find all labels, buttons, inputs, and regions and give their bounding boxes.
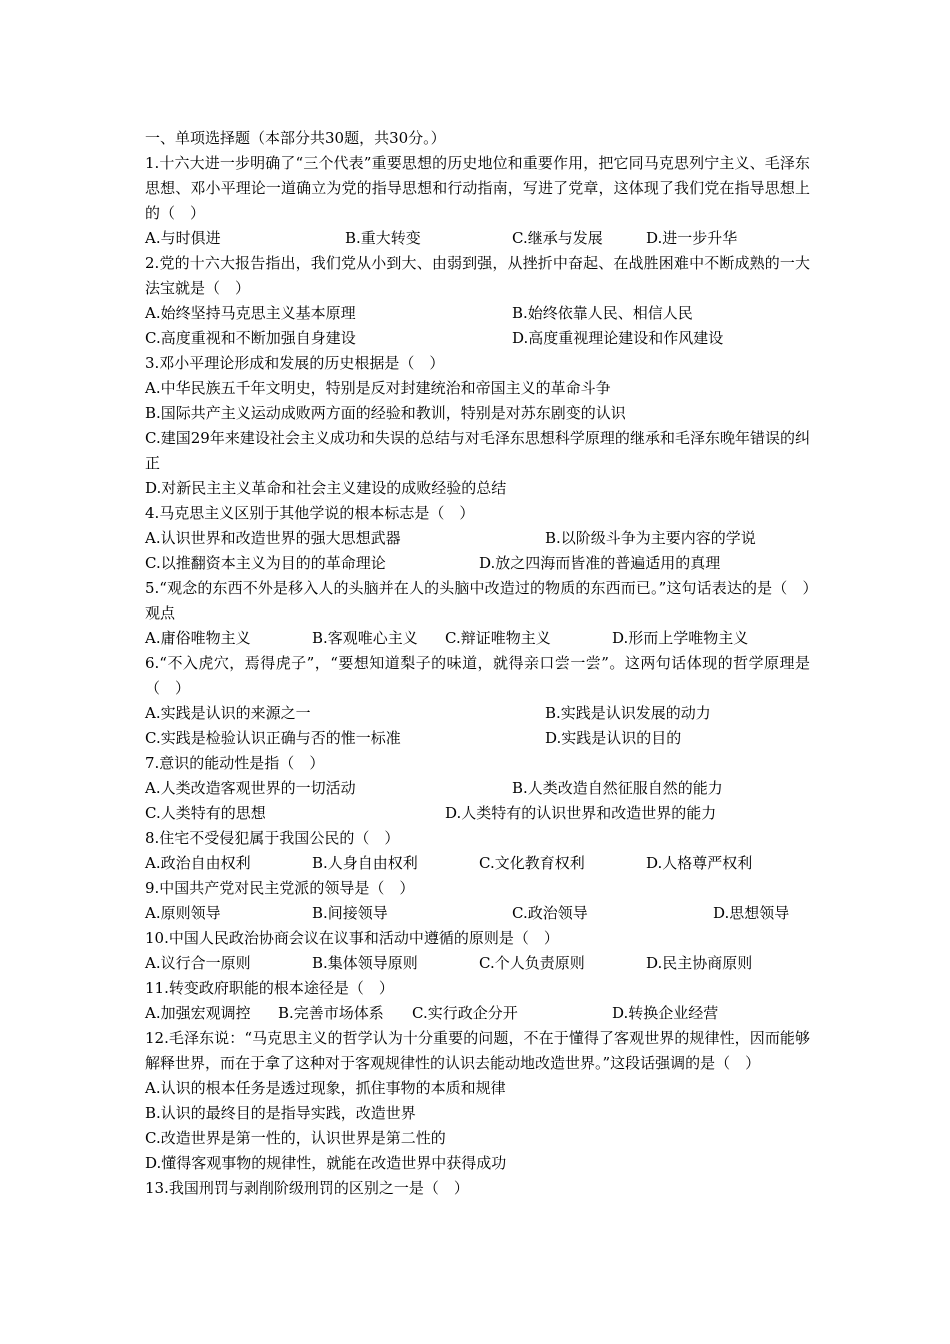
question-6-option-c: C.实践是检验认识正确与否的惟一标准 <box>145 729 401 747</box>
question-1-stem: 1.十六大进一步明确了“三个代表”重要思想的历史地位和重要作用，把它同马克思列宁主义、毛泽东思想、邓小平理论一道确立为党的指导思想和行动指南，写进了党章，这体现了我们党在指导思想上的（ ） <box>145 154 810 222</box>
question-9-stem: 9.中国共产党对民主党派的领导是（ ） <box>145 879 415 897</box>
question-11-options <box>145 1001 810 1026</box>
question-9-option-d: D.思想领导 <box>713 904 790 922</box>
section-title: 一、单项选择题（本部分共30题，共30分。） <box>145 129 446 147</box>
question-13-stem: 13.我国刑罚与剥削阶级刑罚的区别之一是（ ） <box>145 1179 469 1197</box>
question-12-option-b: B.认识的最终目的是指导实践，改造世界 <box>145 1104 416 1122</box>
question-4-options-row-2 <box>145 551 810 576</box>
question-1-option-a: A.与时俱进 <box>145 229 221 247</box>
question-9-options <box>145 901 810 926</box>
question-8-option-b: B.人身自由权利 <box>312 854 418 872</box>
question-8-option-d: D.人格尊严权利 <box>646 854 753 872</box>
question-4-option-b: B.以阶级斗争为主要内容的学说 <box>545 529 756 547</box>
question-3-stem: 3.邓小平理论形成和发展的历史根据是（ ） <box>145 354 445 372</box>
question-6-option-b: B.实践是认识发展的动力 <box>545 704 711 722</box>
question-2-options-row-2 <box>145 326 810 351</box>
question-10-options <box>145 951 810 976</box>
question-2-stem: 2.党的十六大报告指出，我们党从小到大、由弱到强，从挫折中奋起、在战胜困难中不断成熟的一大法宝就是（ ） <box>145 254 810 297</box>
question-4-option-d: D.放之四海而皆准的普遍适用的真理 <box>479 554 721 572</box>
question-4-option-c: C.以推翻资本主义为目的的革命理论 <box>145 554 386 572</box>
question-5-option-c: C.辩证唯物主义 <box>445 629 551 647</box>
question-2-option-b: B.始终依靠人民、相信人民 <box>512 304 693 322</box>
document-page <box>145 126 810 1201</box>
question-7-option-b: B.人类改造自然征服自然的能力 <box>512 779 723 797</box>
question-12-stem: 12.毛泽东说：“马克思主义的哲学认为十分重要的问题，不在于懂得了客观世界的规律性，因而能够解释世界，而在于拿了这种对于客观规律性的认识去能动地改造世界。”这段话强调的是（ ） <box>145 1029 810 1072</box>
question-5-option-a: A.庸俗唯物主义 <box>145 629 251 647</box>
question-8-options <box>145 851 810 876</box>
question-4-stem: 4.马克思主义区别于其他学说的根本标志是（ ） <box>145 504 475 522</box>
question-8-stem: 8.住宅不受侵犯属于我国公民的（ ） <box>145 829 400 847</box>
question-2-options-row-1 <box>145 301 810 326</box>
question-9-option-c: C.政治领导 <box>512 904 588 922</box>
question-9-option-a: A.原则领导 <box>145 904 221 922</box>
question-6-stem: 6.“不入虎穴，焉得虎子”，“要想知道梨子的味道，就得亲口尝一尝”。这两句话体现的哲学原理是（ ） <box>145 654 810 697</box>
question-1-option-c: C.继承与发展 <box>512 229 603 247</box>
question-6-option-d: D.实践是认识的目的 <box>545 729 682 747</box>
question-5-option-b: B.客观唯心主义 <box>312 629 418 647</box>
question-1-option-d: D.进一步升华 <box>646 229 738 247</box>
question-10-option-c: C.个人负责原则 <box>479 954 585 972</box>
question-11-stem: 11.转变政府职能的根本途径是（ ） <box>145 979 394 997</box>
question-12-option-a: A.认识的根本任务是透过现象，抓住事物的本质和规律 <box>145 1079 506 1097</box>
question-2-option-d: D.高度重视理论建设和作风建设 <box>512 329 724 347</box>
question-10-option-b: B.集体领导原则 <box>312 954 418 972</box>
question-12-option-d: D.懂得客观事物的规律性，就能在改造世界中获得成功 <box>145 1154 507 1172</box>
question-5-stem: 5.“观念的东西不外是移入人的头脑并在人的头脑中改造过的物质的东西而已。”这句话表达的是（ ）观点 <box>145 579 810 622</box>
question-10-stem: 10.中国人民政治协商会议在议事和活动中遵循的原则是（ ） <box>145 929 559 947</box>
question-3-option-c: C.建国29年来建设社会主义成功和失误的总结与对毛泽东思想科学原理的继承和毛泽东晚年错误的纠正 <box>145 429 810 472</box>
question-5-option-d: D.形而上学唯物主义 <box>612 629 749 647</box>
question-6-options-row-2 <box>145 726 810 751</box>
question-7-stem: 7.意识的能动性是指（ ） <box>145 754 325 772</box>
question-10-option-d: D.民主协商原则 <box>646 954 753 972</box>
question-6-option-a: A.实践是认识的来源之一 <box>145 704 311 722</box>
question-11-option-a: A.加强宏观调控 <box>145 1004 251 1022</box>
question-2-option-a: A.始终坚持马克思主义基本原理 <box>145 304 356 322</box>
question-7-options-row-1 <box>145 776 810 801</box>
question-1-option-b: B.重大转变 <box>345 229 421 247</box>
question-11-option-d: D.转换企业经营 <box>612 1004 719 1022</box>
question-4-option-a: A.认识世界和改造世界的强大思想武器 <box>145 529 401 547</box>
question-3-option-b: B.国际共产主义运动成败两方面的经验和教训，特别是对苏东剧变的认识 <box>145 404 626 422</box>
question-3-option-d: D.对新民主主义革命和社会主义建设的成败经验的总结 <box>145 479 507 497</box>
question-3-option-a: A.中华民族五千年文明史，特别是反对封建统治和帝国主义的革命斗争 <box>145 379 611 397</box>
question-1-options <box>145 226 810 251</box>
question-2-option-c: C.高度重视和不断加强自身建设 <box>145 329 356 347</box>
question-12-option-c: C.改造世界是第一性的，认识世界是第二性的 <box>145 1129 446 1147</box>
question-10-option-a: A.议行合一原则 <box>145 954 251 972</box>
question-7-option-d: D.人类特有的认识世界和改造世界的能力 <box>445 804 717 822</box>
question-11-option-b: B.完善市场体系 <box>278 1004 384 1022</box>
question-8-option-a: A.政治自由权利 <box>145 854 251 872</box>
question-5-options <box>145 626 810 651</box>
question-6-options-row-1 <box>145 701 810 726</box>
question-7-option-c: C.人类特有的思想 <box>145 804 266 822</box>
question-7-options-row-2 <box>145 801 810 826</box>
question-7-option-a: A.人类改造客观世界的一切活动 <box>145 779 356 797</box>
question-9-option-b: B.间接领导 <box>312 904 388 922</box>
question-11-option-c: C.实行政企分开 <box>412 1004 518 1022</box>
question-8-option-c: C.文化教育权利 <box>479 854 585 872</box>
question-4-options-row-1 <box>145 526 810 551</box>
